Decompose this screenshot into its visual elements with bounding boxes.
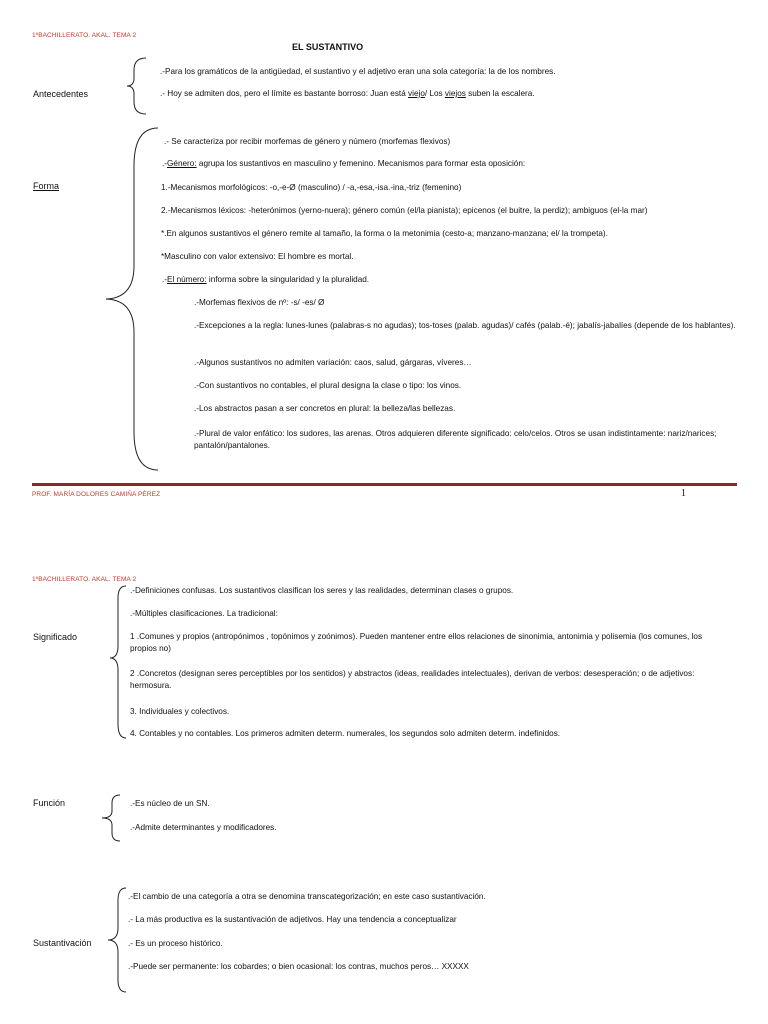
curly-brace-icon xyxy=(126,56,148,116)
document-title: EL SUSTANTIVO xyxy=(292,42,364,52)
sustantivacion-line-4: .-Puede ser permanente: los cobardes; o bien ocasional: los contras, muchos peros… XXXXX xyxy=(128,962,469,971)
significado-line-6: 4. Contables y no contables. Los primeros admiten determ. numerales, los segundos solo admiten determ. indefinidos. xyxy=(130,729,561,738)
significado-line-4: 2 .Concretos (designan seres perceptibles por los sentidos) y abstractos (ideas, realidades intelectuales), derivan de verbos: desesperación; o de adjetivos: hermosura. xyxy=(130,669,695,690)
curly-brace-icon xyxy=(106,886,128,994)
antecedentes-line-2: .- Hoy se admiten dos, pero el límite es bastante borroso: Juan está viejo/ Los viejos suben la escalera. xyxy=(160,89,535,98)
significado-line-3: 1 .Comunes y propios (antropónimos , topónimos y zoónimos). Pueden mantener entre ellos relaciones de sinonimia, antonimia y polisemia (los comunes, los propios no) xyxy=(130,632,703,653)
page-number: 1 xyxy=(681,488,686,499)
page-footer: PROF. MARÍA DOLORES CAMIÑA PÉREZ xyxy=(32,491,161,498)
page-header: 1ºBACHILLERATO. AKAL. TEMA 2 xyxy=(32,576,137,583)
page-header: 1ºBACHILLERATO. AKAL. TEMA 2 xyxy=(32,32,137,39)
significado-line-1: .-Definiciones confusas. Los sustantivos clasifican los seres y las realidades, determinan clases o grupos. xyxy=(130,586,514,595)
forma-line-13: .-Plural de valor enfático: los sudores, las arenas. Otros adquieren diferente significado: celo/celos. Otros se usan indistintamente: nariz/narices; pantalón/pantalones. xyxy=(194,429,717,450)
forma-line-2: .-Género: agrupa los sustantivos en masculino y femenino. Mecanismos para formar esta oposición: xyxy=(162,159,526,168)
forma-line-3: 1.-Mecanismos morfológicos: -o,-e-Ø (masculino) / -a,-esa,-isa.-ina,-triz (femenino) xyxy=(161,183,462,192)
forma-line-7: .-El número: informa sobre la singularidad y la pluralidad. xyxy=(162,275,370,284)
footer-rule xyxy=(32,483,737,486)
funcion-line-2: .-Admite determinantes y modificadores. xyxy=(130,823,277,832)
section-label-funcion: Función xyxy=(33,798,66,808)
section-label-antecedentes: Antecedentes xyxy=(33,89,89,99)
curly-brace-icon xyxy=(100,793,122,843)
forma-line-1: .- Se caracteriza por recibir morfemas de género y número (morfemas flexivos) xyxy=(164,137,451,146)
curly-brace-icon xyxy=(104,126,160,472)
curly-brace-icon xyxy=(108,584,128,740)
sustantivacion-line-3: .- Es un proceso histórico. xyxy=(128,939,223,948)
section-label-significado: Significado xyxy=(33,632,78,642)
antecedentes-line-1: .-Para los gramáticos de la antigüedad, el sustantivo y el adjetivo eran una sola categoría: la de los nombres. xyxy=(160,67,556,76)
forma-line-10: .-Algunos sustantivos no admiten variación: caos, salud, gárgaras, víveres… xyxy=(194,358,472,367)
forma-line-5: *.En algunos sustantivos el género remite al tamaño, la forma o la metonimia (cesto-a; manzano-manzana; el/ la trompeta). xyxy=(161,229,608,238)
funcion-line-1: .-Es núcleo de un SN. xyxy=(130,799,210,808)
sustantivacion-line-2: .- La más productiva es la sustantivación de adjetivos. Hay una tendencia a conceptualizar xyxy=(128,915,457,924)
forma-line-6: *Masculino con valor extensivo: El hombre es mortal. xyxy=(161,252,354,261)
significado-line-5: 3. Individuales y colectivos. xyxy=(130,707,230,716)
significado-line-2: .-Múltiples clasificaciones. La tradicional: xyxy=(130,609,278,618)
section-label-forma: Forma xyxy=(33,181,60,191)
forma-line-11: .-Con sustantivos no contables, el plural designa la clase o tipo: los vinos. xyxy=(194,381,462,390)
forma-line-9: .-Excepciones a la regla: lunes-lunes (palabras-s no agudas); tos-toses (palab. agudas)/ cafés (palab.-é); jabalís-jabalíes (depende de los hablantes). xyxy=(194,321,736,330)
section-label-sustantivacion: Sustantivación xyxy=(33,938,92,948)
forma-line-4: 2.-Mecanismos léxicos: -heterónimos (yerno-nuera); género común (el/la pianista); epicenos (el buitre, la perdiz); ambiguos (el-la mar) xyxy=(161,206,648,215)
forma-line-12: .-Los abstractos pasan a ser concretos en plural: la belleza/las bellezas. xyxy=(194,404,456,413)
sustantivacion-line-1: .-El cambio de una categoría a otra se denomina transcategorización; en este caso sustantivación. xyxy=(128,892,486,901)
forma-line-8: .-Morfemas flexivos de nº: -s/ -es/ Ø xyxy=(194,298,325,307)
